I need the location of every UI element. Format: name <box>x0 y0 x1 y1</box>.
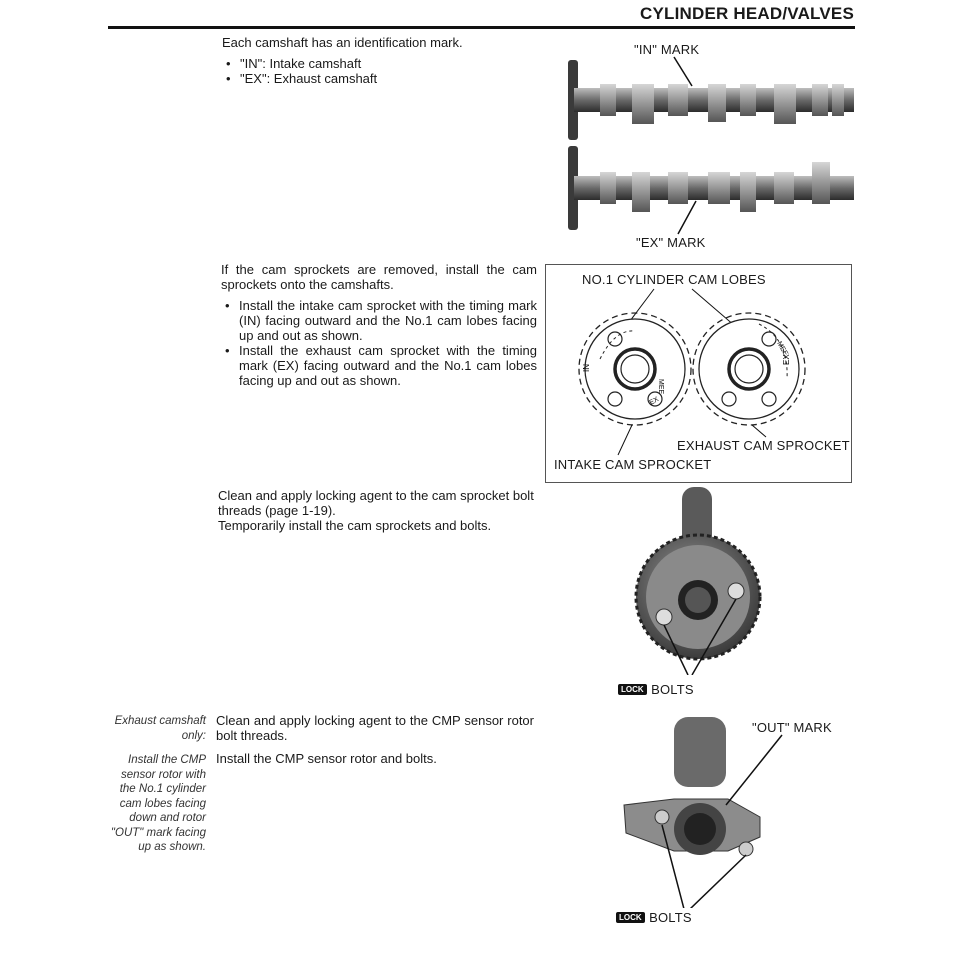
cmp-rotor-figure <box>610 713 840 935</box>
exhaust-sprocket-label: EXHAUST CAM SPROCKET <box>677 438 850 453</box>
camshafts-illustration <box>560 38 855 256</box>
page-title: CYLINDER HEAD/VALVES <box>639 4 854 23</box>
header-rule <box>108 26 855 29</box>
intake-camshaft <box>568 57 854 140</box>
section2-bullets <box>221 298 537 388</box>
section2-text <box>221 262 537 388</box>
bullet-ex: • "EX": Exhaust camshaft <box>222 71 522 86</box>
ex-timing-mark: EX <box>782 354 791 365</box>
section3-text <box>218 488 538 533</box>
intake-sprocket-label: INTAKE CAM SPROCKET <box>554 457 712 472</box>
bullet-in: • "IN": Intake camshaft <box>222 56 522 71</box>
sprocket-bolts-illustration <box>612 485 782 675</box>
section1-bullets <box>222 56 522 86</box>
cmp-bolts-label: BOLTS <box>649 910 692 925</box>
margin-note-cmp-rotor: Install the CMP sensor rotor with the No.1 cylinder cam lobes facing down and rotor "OUT" mark facing up as shown. <box>110 754 206 853</box>
margin-note-exhaust-only: Exhaust camshaft only: <box>114 715 206 742</box>
lock-icon: LOCK <box>618 684 647 695</box>
bolts-label: BOLTS <box>651 682 694 697</box>
cmp-lock-bolts-legend <box>616 909 692 927</box>
exhaust-mee-mark: MEE <box>775 340 789 358</box>
exhaust-sprocket <box>693 313 805 425</box>
intake-mee-mark: MEE <box>657 379 664 395</box>
camshaft-identification-figure <box>560 38 855 256</box>
section3-line2: Temporarily install the cam sprockets and bolts. <box>218 518 492 533</box>
lock-bolts-legend <box>618 681 694 699</box>
cam-sprocket-figure <box>545 264 852 483</box>
intake-ex-mark: EX <box>648 395 661 407</box>
bullet-exhaust-sprocket: • Install the exhaust cam sprocket with the timing mark (EX) facing outward and the No.1 cam lobes facing up and out as shown. <box>221 343 537 388</box>
section2-intro: If the cam sprockets are removed, install the cam sprockets onto the camshafts. <box>221 262 537 292</box>
bullet-intake-sprocket: • Install the intake cam sprocket with the timing mark (IN) facing outward and the No.1 cam lobes facing up and out as shown. <box>221 298 537 343</box>
cam-lobes-label: NO.1 CYLINDER CAM LOBES <box>582 272 766 287</box>
section1-intro: Each camshaft has an identification mark. <box>222 35 463 50</box>
exhaust-camshaft <box>568 146 854 234</box>
sprocket-bolts-figure <box>612 485 782 707</box>
in-timing-mark: IN <box>582 364 591 372</box>
section4-text1: Clean and apply locking agent to the CMP sensor rotor bolt threads. <box>216 713 534 743</box>
ex-mark-label: "EX" MARK <box>636 235 706 250</box>
section1-text <box>222 35 522 86</box>
intake-sprocket <box>579 313 691 425</box>
cmp-lock-icon: LOCK <box>616 912 645 923</box>
section3-line1: Clean and apply locking agent to the cam sprocket bolt threads (page 1-19). <box>218 488 534 518</box>
out-mark-label: "OUT" MARK <box>752 720 832 735</box>
section4-text2: Install the CMP sensor rotor and bolts. <box>216 751 437 766</box>
in-mark-label: "IN" MARK <box>634 42 700 57</box>
cmp-rotor-illustration <box>610 713 840 908</box>
